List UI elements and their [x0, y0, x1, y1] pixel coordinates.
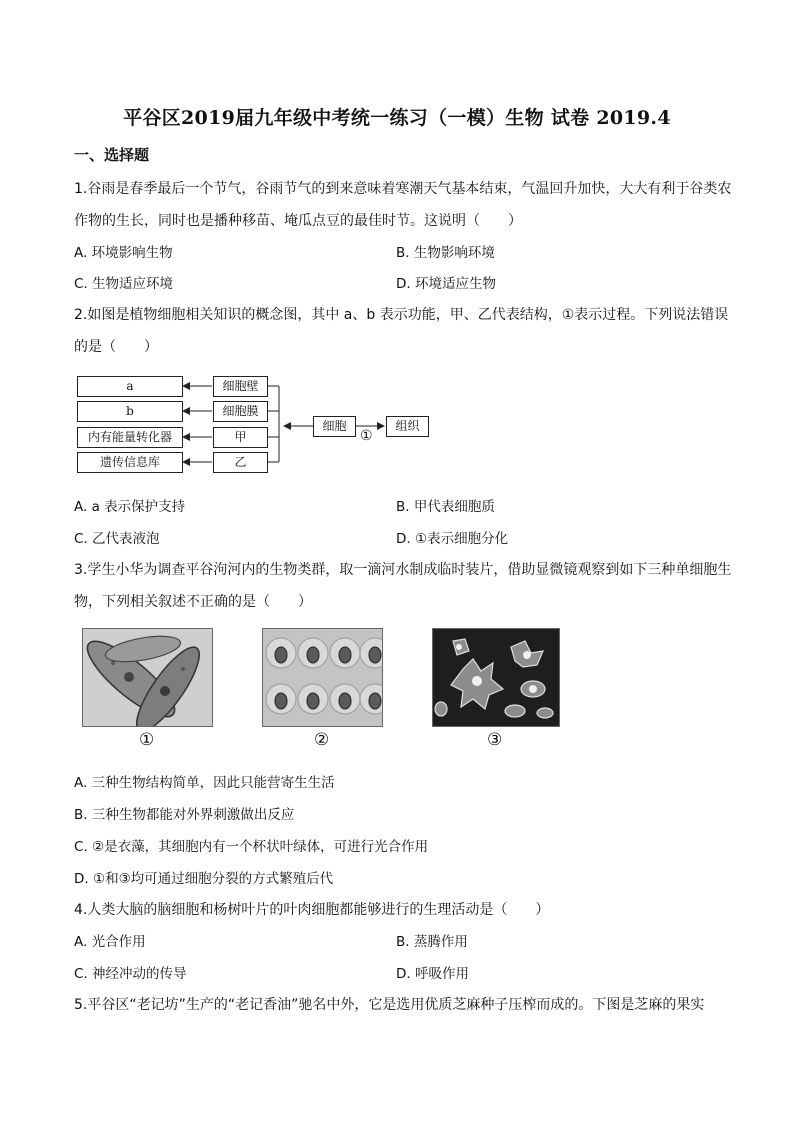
- q2-stem-line1: 2.如图是植物细胞相关知识的概念图，其中 a、b 表示功能，甲、乙代表结构，①表示过程。下列说法错误: [74, 307, 729, 323]
- q3-stem-line1: 3.学生小华为调查平谷泃河内的生物类群，取一滴河水制成临时装片，借助显微镜观察到如下三种单细胞生: [74, 562, 732, 578]
- q4-option-a: A. 光合作用: [74, 934, 146, 950]
- micrograph-label-3: ③: [487, 730, 503, 750]
- q1-option-c: C. 生物适应环境: [74, 276, 174, 292]
- q1-stem-line1: 1.谷雨是春季最后一个节气，谷雨节气的到来意味着寒潮天气基本结束，气温回升加快，大大有利于谷类农: [74, 181, 732, 197]
- q5-stem-line1: 5.平谷区“老记坊”生产的“老记香油”驰名中外，它是选用优质芝麻种子压榨而成的。下图是芝麻的果实: [74, 997, 705, 1013]
- q2-option-d: D. ①表示细胞分化: [396, 531, 509, 547]
- micrograph-chlamydomonas: [262, 628, 383, 727]
- paramecium-image: [83, 629, 212, 726]
- q4-option-d: D. 呼吸作用: [396, 966, 469, 982]
- q3-option-a: A. 三种生物结构简单，因此只能营寄生生活: [74, 775, 335, 791]
- diagram-box-energy: 内有能量转化器: [77, 427, 183, 448]
- micrograph-amoeba: [432, 628, 560, 727]
- diagram-box-genetic: 遗传信息库: [77, 452, 183, 473]
- q3-option-d: D. ①和③均可通过细胞分裂的方式繁殖后代: [74, 871, 334, 887]
- micrograph-paramecium: [82, 628, 213, 727]
- amoeba-image: [433, 629, 559, 726]
- q1-option-d: D. 环境适应生物: [396, 276, 496, 292]
- q3-stem-line2: 物，下列相关叙述不正确的是（ ）: [74, 594, 312, 610]
- q2-stem-line2: 的是（ ）: [74, 339, 158, 355]
- diagram-box-tissue: 组织: [386, 416, 429, 437]
- q4-option-b: B. 蒸腾作用: [396, 934, 468, 950]
- diagram-box-cell-membrane: 细胞膜: [213, 401, 268, 422]
- q1-option-b: B. 生物影响环境: [396, 245, 495, 261]
- diagram-box-b: b: [77, 401, 183, 422]
- section-heading: 一、选择题: [74, 146, 150, 164]
- q4-option-c: C. 神经冲动的传导: [74, 966, 187, 982]
- micrograph-label-2: ②: [314, 730, 330, 750]
- q2-option-a: A. a 表示保护支持: [74, 499, 186, 515]
- micrograph-label-1: ①: [139, 730, 155, 750]
- diagram-box-yi: 乙: [213, 452, 268, 473]
- q2-option-b: B. 甲代表细胞质: [396, 499, 495, 515]
- diagram-box-a: a: [77, 376, 183, 397]
- chlamydomonas-image: [263, 629, 382, 726]
- diagram-process-label: ①: [360, 428, 373, 444]
- q1-stem-line2: 作物的生长，同时也是播种移苗、埯瓜点豆的最佳时节。这说明（ ）: [74, 213, 522, 229]
- diagram-box-cell: 细胞: [313, 416, 356, 437]
- diagram-box-jia: 甲: [213, 427, 268, 448]
- q3-option-b: B. 三种生物都能对外界刺激做出反应: [74, 807, 295, 823]
- q4-stem-line1: 4.人类大脑的脑细胞和杨树叶片的叶肉细胞都能够进行的生理活动是（ ）: [74, 902, 550, 918]
- q2-option-c: C. 乙代表液泡: [74, 531, 160, 547]
- q3-option-c: C. ②是衣藻，其细胞内有一个杯状叶绿体，可进行光合作用: [74, 839, 429, 855]
- diagram-box-cell-wall: 细胞壁: [213, 376, 268, 397]
- page-title: 平谷区2019届九年级中考统一练习（一模）生物 试卷 2019.4: [123, 107, 671, 129]
- q1-option-a: A. 环境影响生物: [74, 245, 173, 261]
